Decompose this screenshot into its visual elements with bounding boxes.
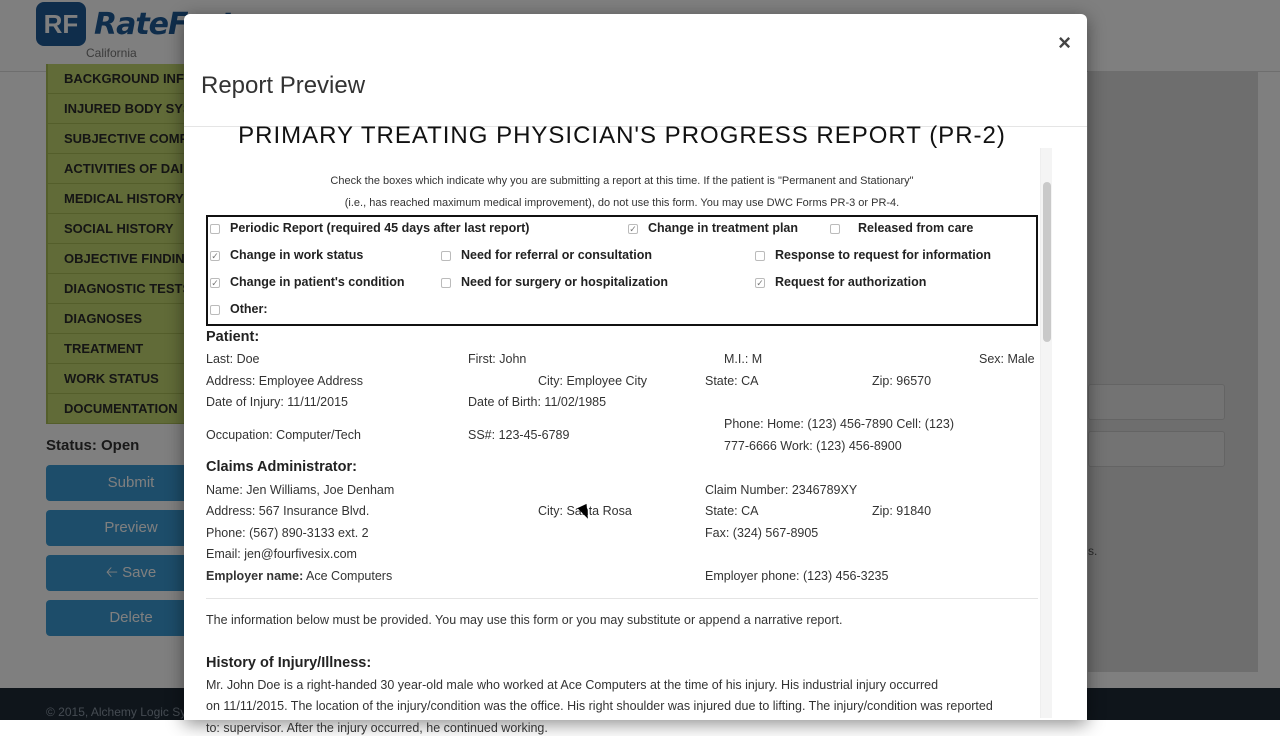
patient-ssn: SS#: 123-45-6789 [468,428,570,442]
patient-first: First: John [468,352,527,366]
patient-sex: Sex: Male [979,352,1035,366]
reason-response[interactable]: Response to request for information [755,248,991,262]
section-divider [206,598,1038,599]
reason-referral[interactable]: Need for referral or consultation [441,248,652,262]
patient-occupation: Occupation: Computer/Tech [206,428,361,442]
claims-fax: Fax: (324) 567-8905 [705,526,819,540]
reason-released[interactable]: Released from care [830,221,973,235]
history-line-1: Mr. John Doe is a right-handed 30 year-old male who worked at Ace Computers at the time of his injury. His industrial injury occurred [206,678,939,692]
history-line-3: to: supervisor. After the injury occurred, he continued working. [206,721,548,735]
claims-name: Name: Jen Williams, Joe Denham [206,483,395,497]
checkbox-icon[interactable] [441,278,451,288]
employer-name-value: Ace Computers [303,569,393,583]
checkbox-icon[interactable] [441,251,451,261]
modal-title: Report Preview [201,72,366,99]
claims-email: Email: jen@fourfivesix.com [206,547,357,561]
employer-name [206,569,392,583]
checkbox-checked-icon[interactable]: ✓ [756,277,764,288]
history-heading: History of Injury/Illness: [206,655,372,671]
claims-phone: Phone: (567) 890-3133 ext. 2 [206,526,369,540]
claims-city: City: Santa Rosa [538,504,632,518]
patient-state: State: CA [705,374,759,388]
claims-address: Address: 567 Insurance Blvd. [206,504,370,518]
patient-date-of-injury: Date of Injury: 11/11/2015 [206,395,348,409]
claims-heading: Claims Administrator: [206,459,357,475]
history-line-2: on 11/11/2015. The location of the injury/condition was the office. His right shoulder was injured due to lifting. The injury/condition was reported [206,699,993,713]
checkbox-icon[interactable] [210,305,220,315]
checkbox-icon[interactable] [755,251,765,261]
close-icon[interactable]: × [1058,30,1071,55]
patient-last: Last: Doe [206,352,260,366]
reason-other[interactable]: Other: [210,302,268,316]
checkbox-icon[interactable] [210,224,220,234]
patient-address: Address: Employee Address [206,374,364,388]
patient-zip: Zip: 96570 [872,374,932,388]
modal-body[interactable] [184,122,1087,735]
claims-state: State: CA [705,504,759,518]
reason-authorization[interactable]: ✓ Request for authorization [756,275,927,289]
patient-phone-line-2: 777-6666 Work: (123) 456-8900 [724,439,902,453]
reason-surgery[interactable]: Need for surgery or hospitalization [441,275,668,289]
report-title: PRIMARY TREATING PHYSICIAN'S PROGRESS REPORT (PR-2) [238,122,1006,149]
claims-zip: Zip: 91840 [872,504,932,518]
reason-treatment-plan[interactable]: ✓ Change in treatment plan [629,221,799,235]
reason-work-status[interactable]: ✓ Change in work status [211,248,364,262]
instruction-line-1: Check the boxes which indicate why you are submitting a report at this time. If the patient is "Permanent and Stationary" [330,175,914,187]
checkbox-icon[interactable] [830,224,840,234]
patient-date-of-birth: Date of Birth: 11/02/1985 [468,395,607,409]
checkbox-checked-icon[interactable]: ✓ [629,223,637,234]
report-reasons-box [206,215,1038,326]
patient-mi: M.I.: M [724,352,763,366]
checkbox-checked-icon[interactable]: ✓ [211,250,219,261]
employer-phone: Employer phone: (123) 456-3235 [705,569,889,583]
report-preview-modal [184,14,1087,735]
employer-name-label: Employer name: [206,569,304,583]
patient-heading: Patient: [206,329,260,345]
instruction-line-2: (i.e., has reached maximum medical improvement), do not use this form. You may use DWC Forms PR-3 or PR-4. [344,197,900,209]
checkbox-checked-icon[interactable]: ✓ [211,277,219,288]
patient-city: City: Employee City [538,374,648,388]
claims-number: Claim Number: 2346789XY [705,483,858,497]
modal-header [184,14,1087,127]
reason-periodic[interactable]: Periodic Report (required 45 days after last report) [210,221,529,235]
reason-condition[interactable]: ✓ Change in patient's condition [211,275,405,289]
report-scrollbar[interactable] [1040,148,1052,718]
info-note: The information below must be provided. You may use this form or you may substitute or append a narrative report. [206,613,843,627]
scrollbar-thumb[interactable] [1043,182,1051,342]
patient-phone-line-1: Phone: Home: (123) 456-7890 Cell: (123) [724,417,954,431]
